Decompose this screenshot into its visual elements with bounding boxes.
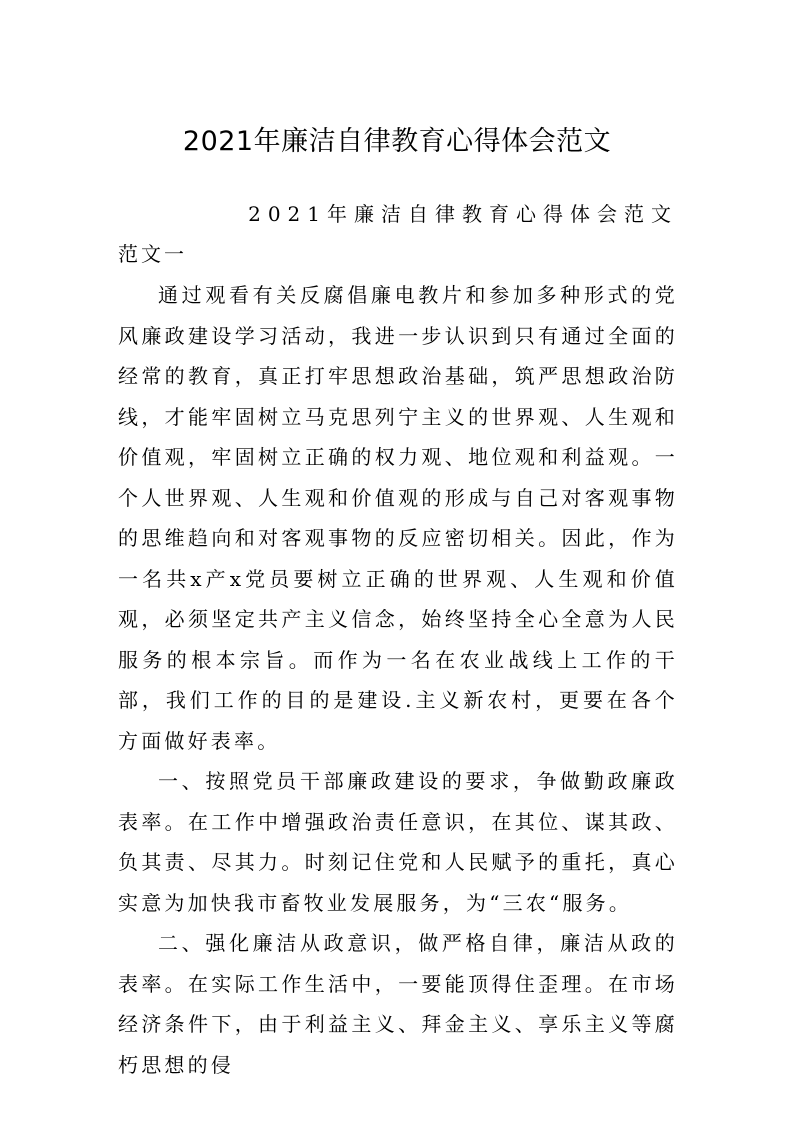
paragraph-point-one: 一、按照党员干部廉政建设的要求，争做勤政廉政表率。在工作中增强政治责任意识，在其位、谋其政、负其责、尽其力。时刻记住党和人民赋予的重托，真心实意为加快我市畜牧业发展服务，为“三农“服务。 <box>118 769 678 915</box>
document-subtitle: 2021年廉洁自律教育心得体会范文 <box>248 202 678 226</box>
paragraph-point-two: 二、强化廉洁从政意识，做严格自律，廉洁从政的表率。在实际工作生活中，一要能顶得住歪理。在市场经济条件下，由于利益主义、拜金主义、享乐主义等腐朽思想的侵 <box>118 931 678 1077</box>
document-title: 2021年廉洁自律教育心得体会范文 <box>182 126 612 157</box>
paragraph-intro: 通过观看有关反腐倡廉电教片和参加多种形式的党风廉政建设学习活动，我进一步认识到只有通过全面的经常的教育，真正打牢思想政治基础，筑严思想政治防线，才能牢固树立马克思列宁主义的世界观、人生观和价值观，牢固树立正确的权力观、地位观和利益观。一个人世界观、人生观和价值观的形成与自己对客观事物的思维趋向和对客观事物的反应密切相关。因此，作为一名共x产x党员要树立正确的世界观、人生观和价值观，必须坚定共产主义信念，始终坚持全心全意为人民服务的根本宗旨。而作为一名在农业战线上工作的干部，我们工作的目的是建设.主义新农村，更要在各个方面做好表率。 <box>118 283 678 753</box>
document-body <box>118 275 678 1085</box>
section-label: 范文一 <box>118 242 187 266</box>
